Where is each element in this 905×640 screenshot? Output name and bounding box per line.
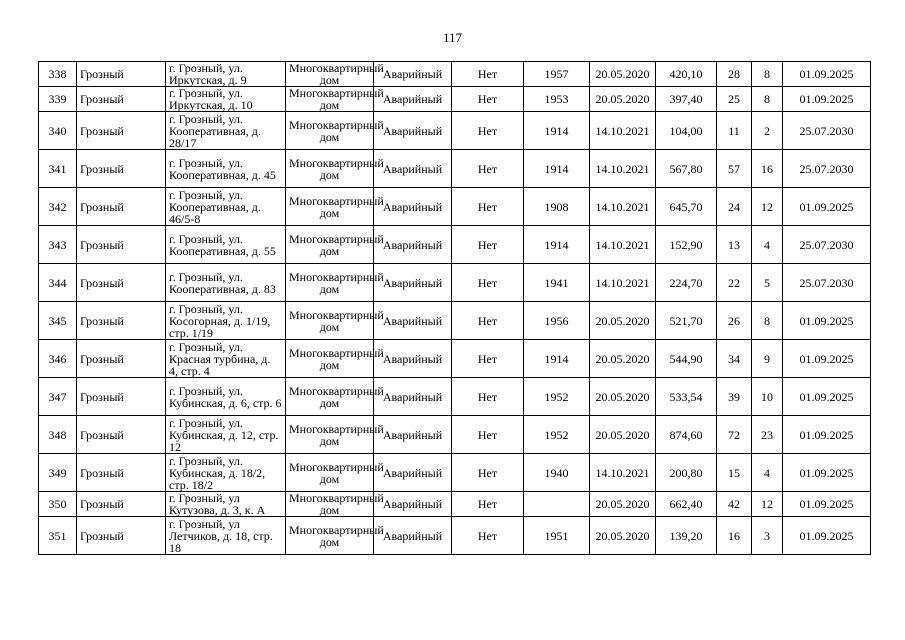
cell-address: г. Грозный, ул. Кооперативная, д. 45 [166,150,286,188]
cell-recognition-date: 14.10.2021 [590,188,656,226]
cell-flag: Нет [452,517,524,555]
cell-recognition-date: 20.05.2020 [590,378,656,416]
cell-build-year: 1952 [524,416,590,454]
cell-flag: Нет [452,150,524,188]
cell-families: 16 [752,150,783,188]
cell-residents: 72 [717,416,752,454]
cell-flag: Нет [452,112,524,150]
cell-city: Грозный [77,226,166,264]
cell-condition: Аварийный [374,188,452,226]
cell-address: г. Грозный, ул. Кооперативная, д. 83 [166,264,286,302]
cell-condition: Аварийный [374,112,452,150]
cell-area: 224,70 [656,264,717,302]
cell-address: г. Грозный, ул. Косогорная, д. 1/19, стр. 1/19 [166,302,286,340]
table-row [39,87,871,112]
cell-address: г. Грозный, ул Летчиков, д. 18, стр. 18 [166,517,286,555]
cell-area: 139,20 [656,517,717,555]
table-row [39,226,871,264]
cell-condition: Аварийный [374,378,452,416]
cell-flag: Нет [452,87,524,112]
cell-residents: 13 [717,226,752,264]
table-row [39,302,871,340]
cell-resettlement-deadline: 01.09.2025 [783,492,871,517]
cell-area: 662,40 [656,492,717,517]
table-row [39,62,871,87]
cell-row-number: 342 [39,188,77,226]
cell-building-type: Многоквартирный дом [286,302,374,340]
cell-area: 521,70 [656,302,717,340]
cell-families: 8 [752,302,783,340]
cell-families: 4 [752,454,783,492]
cell-resettlement-deadline: 01.09.2025 [783,302,871,340]
cell-flag: Нет [452,188,524,226]
page-number: 117 [442,30,463,45]
cell-build-year: 1914 [524,340,590,378]
cell-residents: 42 [717,492,752,517]
cell-condition: Аварийный [374,150,452,188]
cell-condition: Аварийный [374,264,452,302]
cell-building-type: Многоквартирный дом [286,226,374,264]
cell-recognition-date: 14.10.2021 [590,454,656,492]
cell-building-type: Многоквартирный дом [286,87,374,112]
cell-row-number: 339 [39,87,77,112]
cell-build-year: 1914 [524,150,590,188]
cell-recognition-date: 20.05.2020 [590,87,656,112]
cell-recognition-date: 14.10.2021 [590,226,656,264]
cell-families: 5 [752,264,783,302]
cell-row-number: 347 [39,378,77,416]
cell-build-year: 1940 [524,454,590,492]
cell-area: 152,90 [656,226,717,264]
cell-area: 104,00 [656,112,717,150]
cell-condition: Аварийный [374,226,452,264]
cell-residents: 22 [717,264,752,302]
cell-building-type: Многоквартирный дом [286,517,374,555]
cell-city: Грозный [77,302,166,340]
cell-recognition-date: 20.05.2020 [590,517,656,555]
cell-build-year: 1952 [524,378,590,416]
cell-area: 533,54 [656,378,717,416]
cell-city: Грозный [77,517,166,555]
cell-resettlement-deadline: 01.09.2025 [783,378,871,416]
cell-city: Грозный [77,264,166,302]
table-row [39,378,871,416]
cell-resettlement-deadline: 01.09.2025 [783,454,871,492]
cell-building-type: Многоквартирный дом [286,492,374,517]
cell-condition: Аварийный [374,492,452,517]
cell-address: г. Грозный, ул. Кубинская, д. 12, стр. 12 [166,416,286,454]
cell-resettlement-deadline: 25.07.2030 [783,150,871,188]
cell-families: 2 [752,112,783,150]
cell-recognition-date: 20.05.2020 [590,340,656,378]
cell-resettlement-deadline: 01.09.2025 [783,188,871,226]
table-row [39,492,871,517]
cell-address: г. Грозный, ул. Кооперативная, д. 46/5-8 [166,188,286,226]
cell-families: 3 [752,517,783,555]
cell-row-number: 341 [39,150,77,188]
cell-row-number: 351 [39,517,77,555]
table-row [39,112,871,150]
cell-flag: Нет [452,302,524,340]
cell-area: 567,80 [656,150,717,188]
cell-resettlement-deadline: 25.07.2030 [783,112,871,150]
cell-flag: Нет [452,340,524,378]
cell-building-type: Многоквартирный дом [286,454,374,492]
cell-residents: 34 [717,340,752,378]
cell-building-type: Многоквартирный дом [286,416,374,454]
cell-families: 12 [752,188,783,226]
cell-resettlement-deadline: 01.09.2025 [783,340,871,378]
cell-building-type: Многоквартирный дом [286,378,374,416]
cell-resettlement-deadline: 01.09.2025 [783,416,871,454]
cell-build-year: 1908 [524,188,590,226]
cell-residents: 25 [717,87,752,112]
cell-flag: Нет [452,226,524,264]
cell-residents: 26 [717,302,752,340]
cell-area: 420,10 [656,62,717,87]
cell-city: Грозный [77,492,166,517]
cell-build-year: 1941 [524,264,590,302]
cell-condition: Аварийный [374,302,452,340]
cell-residents: 28 [717,62,752,87]
cell-flag: Нет [452,62,524,87]
cell-address: г. Грозный, ул. Иркутская, д. 9 [166,62,286,87]
cell-build-year: 1956 [524,302,590,340]
cell-area: 645,70 [656,188,717,226]
table-row [39,416,871,454]
cell-building-type: Многоквартирный дом [286,340,374,378]
cell-condition: Аварийный [374,62,452,87]
cell-families: 9 [752,340,783,378]
cell-flag: Нет [452,378,524,416]
cell-building-type: Многоквартирный дом [286,112,374,150]
table-row [39,517,871,555]
table-row [39,264,871,302]
cell-residents: 39 [717,378,752,416]
cell-city: Грозный [77,87,166,112]
cell-condition: Аварийный [374,517,452,555]
cell-build-year [524,492,590,517]
cell-row-number: 340 [39,112,77,150]
cell-build-year: 1957 [524,62,590,87]
cell-address: г. Грозный, ул. Кубинская, д. 18/2, стр. 18/2 [166,454,286,492]
cell-families: 23 [752,416,783,454]
cell-residents: 11 [717,112,752,150]
cell-families: 12 [752,492,783,517]
cell-condition: Аварийный [374,454,452,492]
cell-row-number: 344 [39,264,77,302]
cell-building-type: Многоквартирный дом [286,150,374,188]
cell-city: Грозный [77,454,166,492]
cell-building-type: Многоквартирный дом [286,188,374,226]
table-row [39,150,871,188]
table-row [39,188,871,226]
cell-condition: Аварийный [374,340,452,378]
cell-city: Грозный [77,378,166,416]
cell-recognition-date: 20.05.2020 [590,62,656,87]
cell-address: г. Грозный, ул. Кооперативная, д. 55 [166,226,286,264]
cell-address: г. Грозный, ул. Кооперативная, д. 28/17 [166,112,286,150]
cell-address: г. Грозный, ул. Красная турбина, д. 4, стр. 4 [166,340,286,378]
cell-address: г. Грозный, ул. Кубинская, д. 6, стр. 6 [166,378,286,416]
registry-table [38,61,871,555]
cell-build-year: 1953 [524,87,590,112]
cell-recognition-date: 14.10.2021 [590,112,656,150]
cell-residents: 24 [717,188,752,226]
cell-families: 10 [752,378,783,416]
cell-recognition-date: 14.10.2021 [590,264,656,302]
cell-row-number: 348 [39,416,77,454]
cell-condition: Аварийный [374,416,452,454]
cell-city: Грозный [77,112,166,150]
cell-families: 8 [752,62,783,87]
cell-flag: Нет [452,264,524,302]
cell-area: 397,40 [656,87,717,112]
registry-body [39,62,871,555]
cell-resettlement-deadline: 01.09.2025 [783,517,871,555]
cell-row-number: 346 [39,340,77,378]
cell-build-year: 1914 [524,226,590,264]
table-row [39,340,871,378]
cell-address: г. Грозный, ул. Иркутская, д. 10 [166,87,286,112]
cell-area: 544,90 [656,340,717,378]
cell-row-number: 343 [39,226,77,264]
cell-building-type: Многоквартирный дом [286,62,374,87]
cell-build-year: 1914 [524,112,590,150]
cell-area: 200,80 [656,454,717,492]
cell-row-number: 350 [39,492,77,517]
table-row [39,454,871,492]
cell-city: Грозный [77,416,166,454]
cell-recognition-date: 20.05.2020 [590,492,656,517]
cell-recognition-date: 14.10.2021 [590,150,656,188]
cell-city: Грозный [77,62,166,87]
cell-families: 4 [752,226,783,264]
cell-flag: Нет [452,454,524,492]
cell-city: Грозный [77,150,166,188]
cell-row-number: 349 [39,454,77,492]
cell-row-number: 338 [39,62,77,87]
cell-flag: Нет [452,416,524,454]
cell-resettlement-deadline: 01.09.2025 [783,62,871,87]
cell-families: 8 [752,87,783,112]
cell-row-number: 345 [39,302,77,340]
cell-area: 874,60 [656,416,717,454]
cell-recognition-date: 20.05.2020 [590,416,656,454]
cell-city: Грозный [77,340,166,378]
cell-flag: Нет [452,492,524,517]
cell-resettlement-deadline: 25.07.2030 [783,226,871,264]
cell-residents: 57 [717,150,752,188]
cell-build-year: 1951 [524,517,590,555]
cell-address: г. Грозный, ул Кутузова, д. 3, к. А [166,492,286,517]
cell-residents: 15 [717,454,752,492]
cell-condition: Аварийный [374,87,452,112]
cell-resettlement-deadline: 25.07.2030 [783,264,871,302]
cell-residents: 16 [717,517,752,555]
cell-building-type: Многоквартирный дом [286,264,374,302]
cell-city: Грозный [77,188,166,226]
cell-recognition-date: 20.05.2020 [590,302,656,340]
cell-resettlement-deadline: 01.09.2025 [783,87,871,112]
